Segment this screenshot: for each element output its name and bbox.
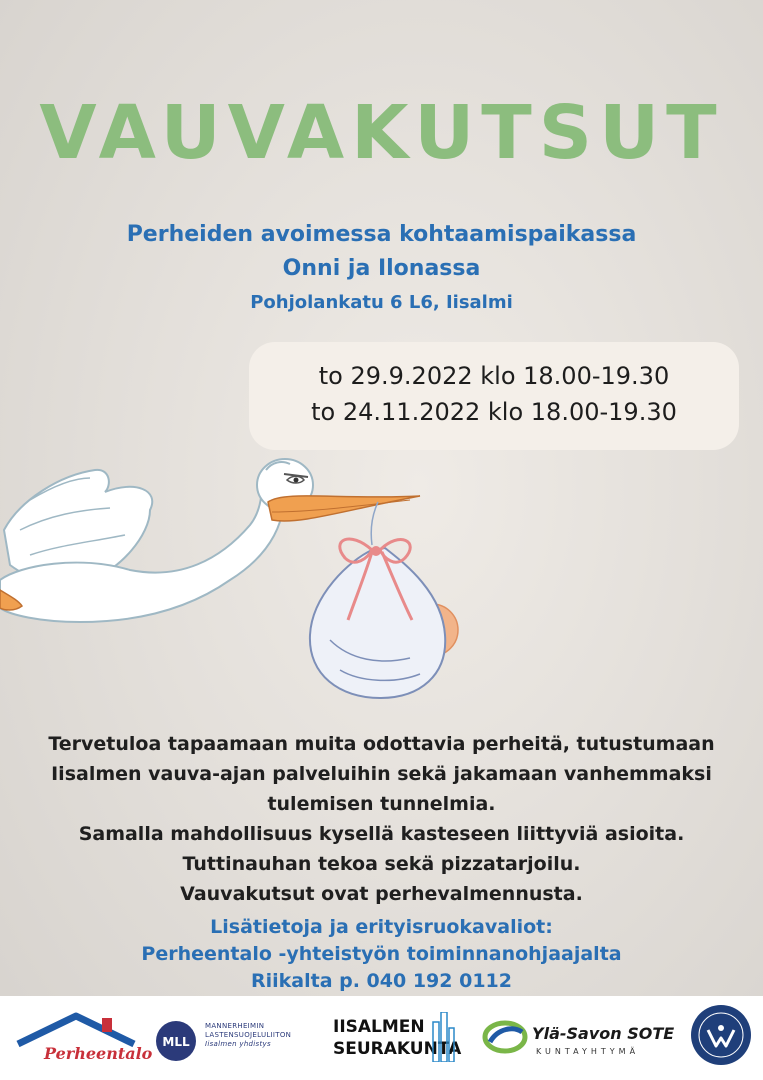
- avainlippu-logo: [690, 1004, 752, 1066]
- info-line-3: Riikalta p. 040 192 0112: [250, 970, 512, 992]
- venue-line-1: Perheiden avoimessa kohtaamispaikassa: [126, 222, 637, 247]
- seurakunta-line-1: IISALMEN: [333, 1017, 425, 1037]
- sote-subtitle: KUNTAYHTYMÄ: [536, 1047, 640, 1056]
- sote-logo: [480, 996, 680, 1080]
- mll-badge-text: MLL: [162, 1035, 190, 1049]
- contact-info: [20, 914, 743, 995]
- avainlippu-seal-icon: [690, 1004, 752, 1066]
- body-line-4: Samalla mahdollisuus kysellä kasteseen liittyviä asioita.: [78, 823, 685, 845]
- body-line-6: Vauvakutsut ovat perhevalmennusta.: [180, 883, 583, 905]
- invitation-text: [20, 729, 743, 909]
- event-date-2: to 24.11.2022 klo 18.00-19.30: [311, 398, 677, 426]
- perheentalo-wordmark: Perheentalo: [44, 1044, 153, 1063]
- church-tower-icon: [431, 1012, 455, 1062]
- seurakunta-logo: [333, 996, 463, 1080]
- sote-swirl-icon: [482, 1020, 528, 1054]
- mll-text: [205, 1022, 291, 1049]
- stork-illustration: [0, 430, 520, 730]
- seurakunta-line-2: SEURAKUNTA: [333, 1039, 462, 1059]
- mll-badge-icon: [155, 1020, 197, 1062]
- logo-footer: [0, 996, 763, 1080]
- perheentalo-logo: [14, 996, 153, 1080]
- body-line-3: tulemisen tunnelmia.: [267, 793, 496, 815]
- body-line-5: Tuttinauhan tekoa sekä pizzatarjoilu.: [182, 853, 581, 875]
- info-line-1: Lisätietoja ja erityisruokavaliot:: [210, 916, 553, 938]
- poster-title: VAUVAKUTSUT: [39, 90, 724, 176]
- mll-line-2: LASTENSUOJELULIITON: [205, 1031, 292, 1039]
- info-line-2: Perheentalo -yhteistyön toiminnanohjaajalta: [141, 943, 622, 965]
- venue-address: Pohjolankatu 6 L6, Iisalmi: [250, 292, 513, 313]
- venue-line-2: Onni ja Ilonassa: [282, 256, 481, 281]
- mll-line-3: Iisalmen yhdistys: [205, 1040, 271, 1048]
- mll-logo: [155, 996, 315, 1080]
- mll-line-1: MANNERHEIMIN: [205, 1022, 265, 1030]
- event-date-1: to 29.9.2022 klo 18.00-19.30: [318, 362, 670, 390]
- sote-wordmark: Ylä-Savon SOTE: [532, 1024, 675, 1043]
- body-line-2: Iisalmen vauva-ajan palveluihin sekä jakamaan vanhemmaksi: [51, 763, 712, 785]
- body-line-1: Tervetuloa tapaamaan muita odottavia perheitä, tutustumaan: [48, 733, 715, 755]
